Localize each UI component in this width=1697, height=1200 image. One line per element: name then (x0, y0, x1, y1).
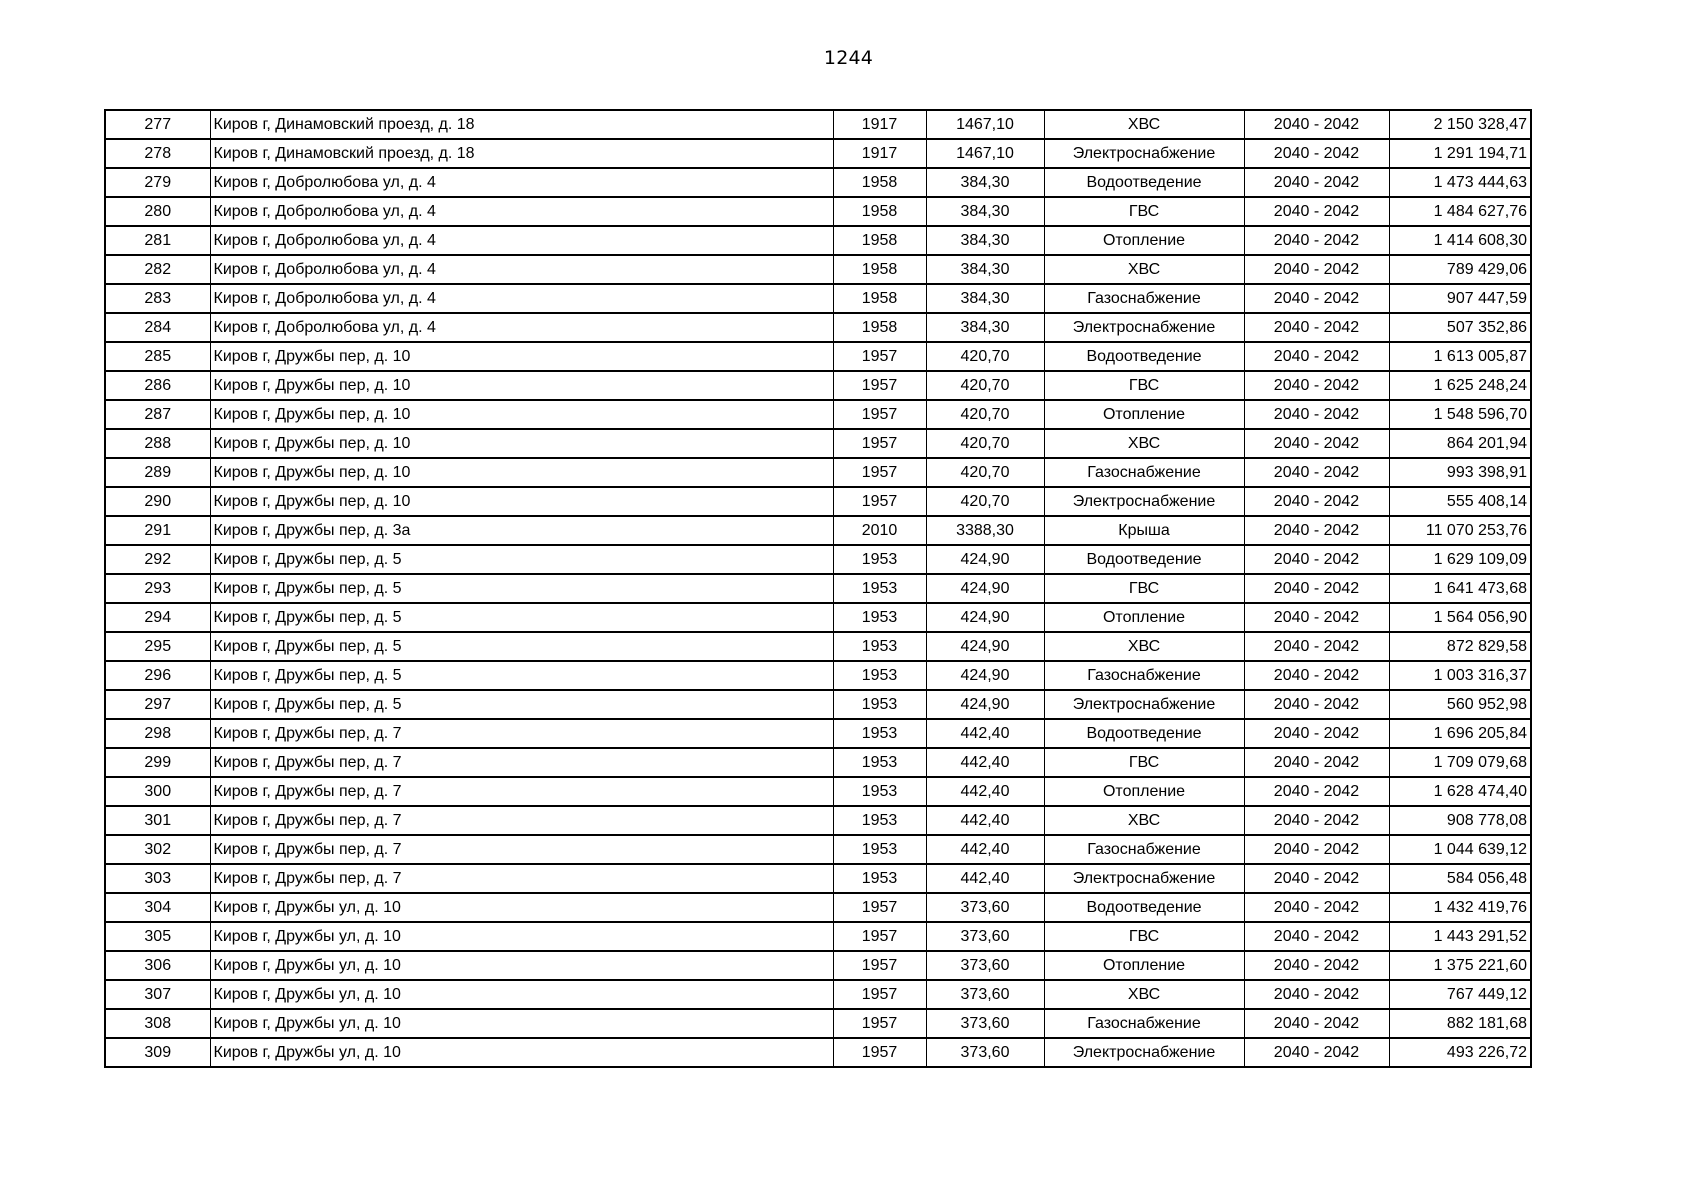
cost-cell: 1 375 221,60 (1389, 951, 1531, 980)
period-cell: 2040 - 2042 (1244, 603, 1389, 632)
cost-cell: 908 778,08 (1389, 806, 1531, 835)
period-cell: 2040 - 2042 (1244, 574, 1389, 603)
service-type-cell: Газоснабжение (1044, 284, 1244, 313)
period-cell: 2040 - 2042 (1244, 951, 1389, 980)
cost-cell: 584 056,48 (1389, 864, 1531, 893)
service-type-cell: Отопление (1044, 951, 1244, 980)
cost-cell: 872 829,58 (1389, 632, 1531, 661)
period-cell: 2040 - 2042 (1244, 864, 1389, 893)
table-row (105, 342, 1531, 371)
build-year-cell: 1957 (833, 487, 926, 516)
period-cell: 2040 - 2042 (1244, 371, 1389, 400)
area-cell: 384,30 (926, 255, 1044, 284)
row-number-cell: 302 (105, 835, 210, 864)
period-cell: 2040 - 2042 (1244, 139, 1389, 168)
service-type-cell: ГВС (1044, 197, 1244, 226)
period-cell: 2040 - 2042 (1244, 342, 1389, 371)
build-year-cell: 1917 (833, 139, 926, 168)
row-number-cell: 288 (105, 429, 210, 458)
table-row (105, 661, 1531, 690)
cost-cell: 1 613 005,87 (1389, 342, 1531, 371)
row-number-cell: 300 (105, 777, 210, 806)
area-cell: 373,60 (926, 951, 1044, 980)
cost-cell: 1 473 444,63 (1389, 168, 1531, 197)
build-year-cell: 1953 (833, 690, 926, 719)
address-cell: Киров г, Дружбы ул, д. 10 (210, 893, 833, 922)
address-cell: Киров г, Дружбы пер, д. 7 (210, 835, 833, 864)
cost-cell: 1 443 291,52 (1389, 922, 1531, 951)
cost-cell: 1 003 316,37 (1389, 661, 1531, 690)
period-cell: 2040 - 2042 (1244, 487, 1389, 516)
cost-cell: 1 432 419,76 (1389, 893, 1531, 922)
row-number-cell: 303 (105, 864, 210, 893)
cost-cell: 1 696 205,84 (1389, 719, 1531, 748)
service-type-cell: Электроснабжение (1044, 864, 1244, 893)
build-year-cell: 1958 (833, 313, 926, 342)
address-cell: Киров г, Добролюбова ул, д. 4 (210, 197, 833, 226)
table-row (105, 922, 1531, 951)
cost-cell: 993 398,91 (1389, 458, 1531, 487)
build-year-cell: 1958 (833, 255, 926, 284)
row-number-cell: 308 (105, 1009, 210, 1038)
build-year-cell: 1953 (833, 661, 926, 690)
table-row (105, 777, 1531, 806)
build-year-cell: 1957 (833, 922, 926, 951)
cost-cell: 1 625 248,24 (1389, 371, 1531, 400)
cost-cell: 1 548 596,70 (1389, 400, 1531, 429)
service-type-cell: Газоснабжение (1044, 458, 1244, 487)
area-cell: 420,70 (926, 371, 1044, 400)
table-row (105, 951, 1531, 980)
area-cell: 384,30 (926, 197, 1044, 226)
build-year-cell: 1957 (833, 1038, 926, 1067)
cost-cell: 1 414 608,30 (1389, 226, 1531, 255)
table-row (105, 400, 1531, 429)
cost-cell: 560 952,98 (1389, 690, 1531, 719)
area-cell: 424,90 (926, 632, 1044, 661)
service-type-cell: ГВС (1044, 922, 1244, 951)
build-year-cell: 1953 (833, 777, 926, 806)
table-row (105, 168, 1531, 197)
period-cell: 2040 - 2042 (1244, 690, 1389, 719)
service-type-cell: Газоснабжение (1044, 1009, 1244, 1038)
address-cell: Киров г, Дружбы пер, д. 10 (210, 458, 833, 487)
service-type-cell: Электроснабжение (1044, 1038, 1244, 1067)
service-type-cell: ХВС (1044, 110, 1244, 139)
build-year-cell: 1957 (833, 951, 926, 980)
service-type-cell: Отопление (1044, 226, 1244, 255)
build-year-cell: 1957 (833, 458, 926, 487)
service-type-cell: Электроснабжение (1044, 690, 1244, 719)
area-cell: 384,30 (926, 168, 1044, 197)
period-cell: 2040 - 2042 (1244, 255, 1389, 284)
build-year-cell: 1953 (833, 545, 926, 574)
table-row (105, 516, 1531, 545)
area-cell: 384,30 (926, 226, 1044, 255)
cost-cell: 507 352,86 (1389, 313, 1531, 342)
area-cell: 373,60 (926, 1038, 1044, 1067)
page-number: 1244 (823, 47, 874, 69)
area-cell: 424,90 (926, 574, 1044, 603)
cost-cell: 864 201,94 (1389, 429, 1531, 458)
build-year-cell: 1957 (833, 429, 926, 458)
area-cell: 424,90 (926, 690, 1044, 719)
service-type-cell: Отопление (1044, 400, 1244, 429)
service-type-cell: ГВС (1044, 371, 1244, 400)
service-type-cell: Водоотведение (1044, 545, 1244, 574)
address-cell: Киров г, Дружбы пер, д. 5 (210, 545, 833, 574)
period-cell: 2040 - 2042 (1244, 748, 1389, 777)
table-row (105, 690, 1531, 719)
build-year-cell: 1957 (833, 371, 926, 400)
cost-cell: 1 641 473,68 (1389, 574, 1531, 603)
address-cell: Киров г, Дружбы пер, д. 10 (210, 342, 833, 371)
address-cell: Киров г, Добролюбова ул, д. 4 (210, 168, 833, 197)
row-number-cell: 294 (105, 603, 210, 632)
address-cell: Киров г, Дружбы ул, д. 10 (210, 1038, 833, 1067)
service-type-cell: Электроснабжение (1044, 313, 1244, 342)
build-year-cell: 1958 (833, 284, 926, 313)
build-year-cell: 1953 (833, 835, 926, 864)
period-cell: 2040 - 2042 (1244, 429, 1389, 458)
address-cell: Киров г, Динамовский проезд, д. 18 (210, 139, 833, 168)
service-type-cell: ХВС (1044, 806, 1244, 835)
area-cell: 1467,10 (926, 139, 1044, 168)
table-row (105, 835, 1531, 864)
address-cell: Киров г, Дружбы пер, д. 3а (210, 516, 833, 545)
row-number-cell: 289 (105, 458, 210, 487)
area-cell: 420,70 (926, 458, 1044, 487)
period-cell: 2040 - 2042 (1244, 1038, 1389, 1067)
row-number-cell: 285 (105, 342, 210, 371)
address-cell: Киров г, Добролюбова ул, д. 4 (210, 284, 833, 313)
build-year-cell: 1917 (833, 110, 926, 139)
table-row (105, 545, 1531, 574)
build-year-cell: 1957 (833, 1009, 926, 1038)
address-cell: Киров г, Дружбы пер, д. 7 (210, 719, 833, 748)
period-cell: 2040 - 2042 (1244, 893, 1389, 922)
period-cell: 2040 - 2042 (1244, 400, 1389, 429)
address-cell: Киров г, Дружбы ул, д. 10 (210, 951, 833, 980)
row-number-cell: 284 (105, 313, 210, 342)
area-cell: 420,70 (926, 487, 1044, 516)
table-row (105, 632, 1531, 661)
row-number-cell: 293 (105, 574, 210, 603)
area-cell: 420,70 (926, 342, 1044, 371)
row-number-cell: 295 (105, 632, 210, 661)
table-row (105, 980, 1531, 1009)
table-row (105, 487, 1531, 516)
area-cell: 424,90 (926, 603, 1044, 632)
period-cell: 2040 - 2042 (1244, 922, 1389, 951)
period-cell: 2040 - 2042 (1244, 632, 1389, 661)
period-cell: 2040 - 2042 (1244, 516, 1389, 545)
period-cell: 2040 - 2042 (1244, 777, 1389, 806)
period-cell: 2040 - 2042 (1244, 806, 1389, 835)
area-cell: 442,40 (926, 777, 1044, 806)
row-number-cell: 304 (105, 893, 210, 922)
address-cell: Киров г, Дружбы ул, д. 10 (210, 1009, 833, 1038)
cost-cell: 555 408,14 (1389, 487, 1531, 516)
period-cell: 2040 - 2042 (1244, 835, 1389, 864)
address-cell: Киров г, Дружбы пер, д. 7 (210, 748, 833, 777)
address-cell: Киров г, Динамовский проезд, д. 18 (210, 110, 833, 139)
build-year-cell: 1953 (833, 806, 926, 835)
period-cell: 2040 - 2042 (1244, 197, 1389, 226)
area-cell: 442,40 (926, 806, 1044, 835)
table-row (105, 864, 1531, 893)
build-year-cell: 1953 (833, 864, 926, 893)
service-type-cell: Водоотведение (1044, 342, 1244, 371)
area-cell: 373,60 (926, 980, 1044, 1009)
period-cell: 2040 - 2042 (1244, 719, 1389, 748)
service-type-cell: ГВС (1044, 748, 1244, 777)
row-number-cell: 299 (105, 748, 210, 777)
build-year-cell: 1958 (833, 168, 926, 197)
area-cell: 442,40 (926, 719, 1044, 748)
row-number-cell: 283 (105, 284, 210, 313)
row-number-cell: 281 (105, 226, 210, 255)
address-cell: Киров г, Добролюбова ул, д. 4 (210, 313, 833, 342)
row-number-cell: 309 (105, 1038, 210, 1067)
table-row (105, 1009, 1531, 1038)
row-number-cell: 282 (105, 255, 210, 284)
table-row (105, 806, 1531, 835)
cost-cell: 789 429,06 (1389, 255, 1531, 284)
period-cell: 2040 - 2042 (1244, 980, 1389, 1009)
build-year-cell: 1953 (833, 603, 926, 632)
build-year-cell: 1958 (833, 197, 926, 226)
period-cell: 2040 - 2042 (1244, 168, 1389, 197)
table-row (105, 139, 1531, 168)
row-number-cell: 280 (105, 197, 210, 226)
address-cell: Киров г, Добролюбова ул, д. 4 (210, 255, 833, 284)
table-row (105, 429, 1531, 458)
service-type-cell: Электроснабжение (1044, 487, 1244, 516)
table-row (105, 603, 1531, 632)
service-type-cell: ХВС (1044, 980, 1244, 1009)
repair-schedule-table (104, 109, 1532, 1068)
service-type-cell: Отопление (1044, 603, 1244, 632)
address-cell: Киров г, Дружбы пер, д. 5 (210, 603, 833, 632)
row-number-cell: 290 (105, 487, 210, 516)
period-cell: 2040 - 2042 (1244, 226, 1389, 255)
table-row (105, 371, 1531, 400)
address-cell: Киров г, Дружбы пер, д. 5 (210, 574, 833, 603)
area-cell: 1467,10 (926, 110, 1044, 139)
cost-cell: 1 629 109,09 (1389, 545, 1531, 574)
row-number-cell: 286 (105, 371, 210, 400)
table-row (105, 110, 1531, 139)
address-cell: Киров г, Дружбы ул, д. 10 (210, 980, 833, 1009)
table-row (105, 313, 1531, 342)
cost-cell: 1 709 079,68 (1389, 748, 1531, 777)
service-type-cell: Водоотведение (1044, 168, 1244, 197)
area-cell: 442,40 (926, 748, 1044, 777)
table-row (105, 748, 1531, 777)
row-number-cell: 297 (105, 690, 210, 719)
table-row (105, 226, 1531, 255)
table-row (105, 197, 1531, 226)
row-number-cell: 287 (105, 400, 210, 429)
service-type-cell: ХВС (1044, 255, 1244, 284)
table-body (105, 110, 1531, 1067)
area-cell: 384,30 (926, 313, 1044, 342)
row-number-cell: 291 (105, 516, 210, 545)
build-year-cell: 1958 (833, 226, 926, 255)
row-number-cell: 306 (105, 951, 210, 980)
row-number-cell: 307 (105, 980, 210, 1009)
table-row (105, 574, 1531, 603)
period-cell: 2040 - 2042 (1244, 661, 1389, 690)
build-year-cell: 2010 (833, 516, 926, 545)
cost-cell: 907 447,59 (1389, 284, 1531, 313)
table-row (105, 458, 1531, 487)
area-cell: 384,30 (926, 284, 1044, 313)
area-cell: 420,70 (926, 400, 1044, 429)
period-cell: 2040 - 2042 (1244, 284, 1389, 313)
area-cell: 442,40 (926, 864, 1044, 893)
cost-cell: 2 150 328,47 (1389, 110, 1531, 139)
build-year-cell: 1953 (833, 574, 926, 603)
address-cell: Киров г, Дружбы пер, д. 10 (210, 400, 833, 429)
service-type-cell: Крыша (1044, 516, 1244, 545)
address-cell: Киров г, Дружбы пер, д. 10 (210, 487, 833, 516)
cost-cell: 1 628 474,40 (1389, 777, 1531, 806)
service-type-cell: ХВС (1044, 632, 1244, 661)
row-number-cell: 296 (105, 661, 210, 690)
service-type-cell: ХВС (1044, 429, 1244, 458)
cost-cell: 1 291 194,71 (1389, 139, 1531, 168)
area-cell: 373,60 (926, 1009, 1044, 1038)
row-number-cell: 277 (105, 110, 210, 139)
cost-cell: 1 564 056,90 (1389, 603, 1531, 632)
cost-cell: 767 449,12 (1389, 980, 1531, 1009)
period-cell: 2040 - 2042 (1244, 545, 1389, 574)
period-cell: 2040 - 2042 (1244, 313, 1389, 342)
build-year-cell: 1953 (833, 719, 926, 748)
build-year-cell: 1957 (833, 400, 926, 429)
row-number-cell: 279 (105, 168, 210, 197)
table-row (105, 284, 1531, 313)
address-cell: Киров г, Добролюбова ул, д. 4 (210, 226, 833, 255)
area-cell: 424,90 (926, 545, 1044, 574)
area-cell: 442,40 (926, 835, 1044, 864)
row-number-cell: 292 (105, 545, 210, 574)
table-row (105, 719, 1531, 748)
area-cell: 3388,30 (926, 516, 1044, 545)
cost-cell: 1 484 627,76 (1389, 197, 1531, 226)
address-cell: Киров г, Дружбы пер, д. 5 (210, 690, 833, 719)
build-year-cell: 1953 (833, 632, 926, 661)
address-cell: Киров г, Дружбы пер, д. 5 (210, 661, 833, 690)
period-cell: 2040 - 2042 (1244, 110, 1389, 139)
row-number-cell: 305 (105, 922, 210, 951)
row-number-cell: 298 (105, 719, 210, 748)
table-row (105, 1038, 1531, 1067)
build-year-cell: 1957 (833, 342, 926, 371)
service-type-cell: Водоотведение (1044, 893, 1244, 922)
address-cell: Киров г, Дружбы пер, д. 7 (210, 806, 833, 835)
row-number-cell: 301 (105, 806, 210, 835)
cost-cell: 11 070 253,76 (1389, 516, 1531, 545)
address-cell: Киров г, Дружбы пер, д. 7 (210, 864, 833, 893)
period-cell: 2040 - 2042 (1244, 458, 1389, 487)
cost-cell: 493 226,72 (1389, 1038, 1531, 1067)
period-cell: 2040 - 2042 (1244, 1009, 1389, 1038)
service-type-cell: Водоотведение (1044, 719, 1244, 748)
build-year-cell: 1957 (833, 893, 926, 922)
service-type-cell: Электроснабжение (1044, 139, 1244, 168)
service-type-cell: Газоснабжение (1044, 661, 1244, 690)
address-cell: Киров г, Дружбы пер, д. 5 (210, 632, 833, 661)
area-cell: 420,70 (926, 429, 1044, 458)
service-type-cell: Газоснабжение (1044, 835, 1244, 864)
table-row (105, 893, 1531, 922)
cost-cell: 1 044 639,12 (1389, 835, 1531, 864)
address-cell: Киров г, Дружбы пер, д. 7 (210, 777, 833, 806)
area-cell: 373,60 (926, 922, 1044, 951)
row-number-cell: 278 (105, 139, 210, 168)
build-year-cell: 1957 (833, 980, 926, 1009)
address-cell: Киров г, Дружбы пер, д. 10 (210, 371, 833, 400)
area-cell: 424,90 (926, 661, 1044, 690)
address-cell: Киров г, Дружбы пер, д. 10 (210, 429, 833, 458)
service-type-cell: Отопление (1044, 777, 1244, 806)
area-cell: 373,60 (926, 893, 1044, 922)
service-type-cell: ГВС (1044, 574, 1244, 603)
cost-cell: 882 181,68 (1389, 1009, 1531, 1038)
address-cell: Киров г, Дружбы ул, д. 10 (210, 922, 833, 951)
build-year-cell: 1953 (833, 748, 926, 777)
table-row (105, 255, 1531, 284)
